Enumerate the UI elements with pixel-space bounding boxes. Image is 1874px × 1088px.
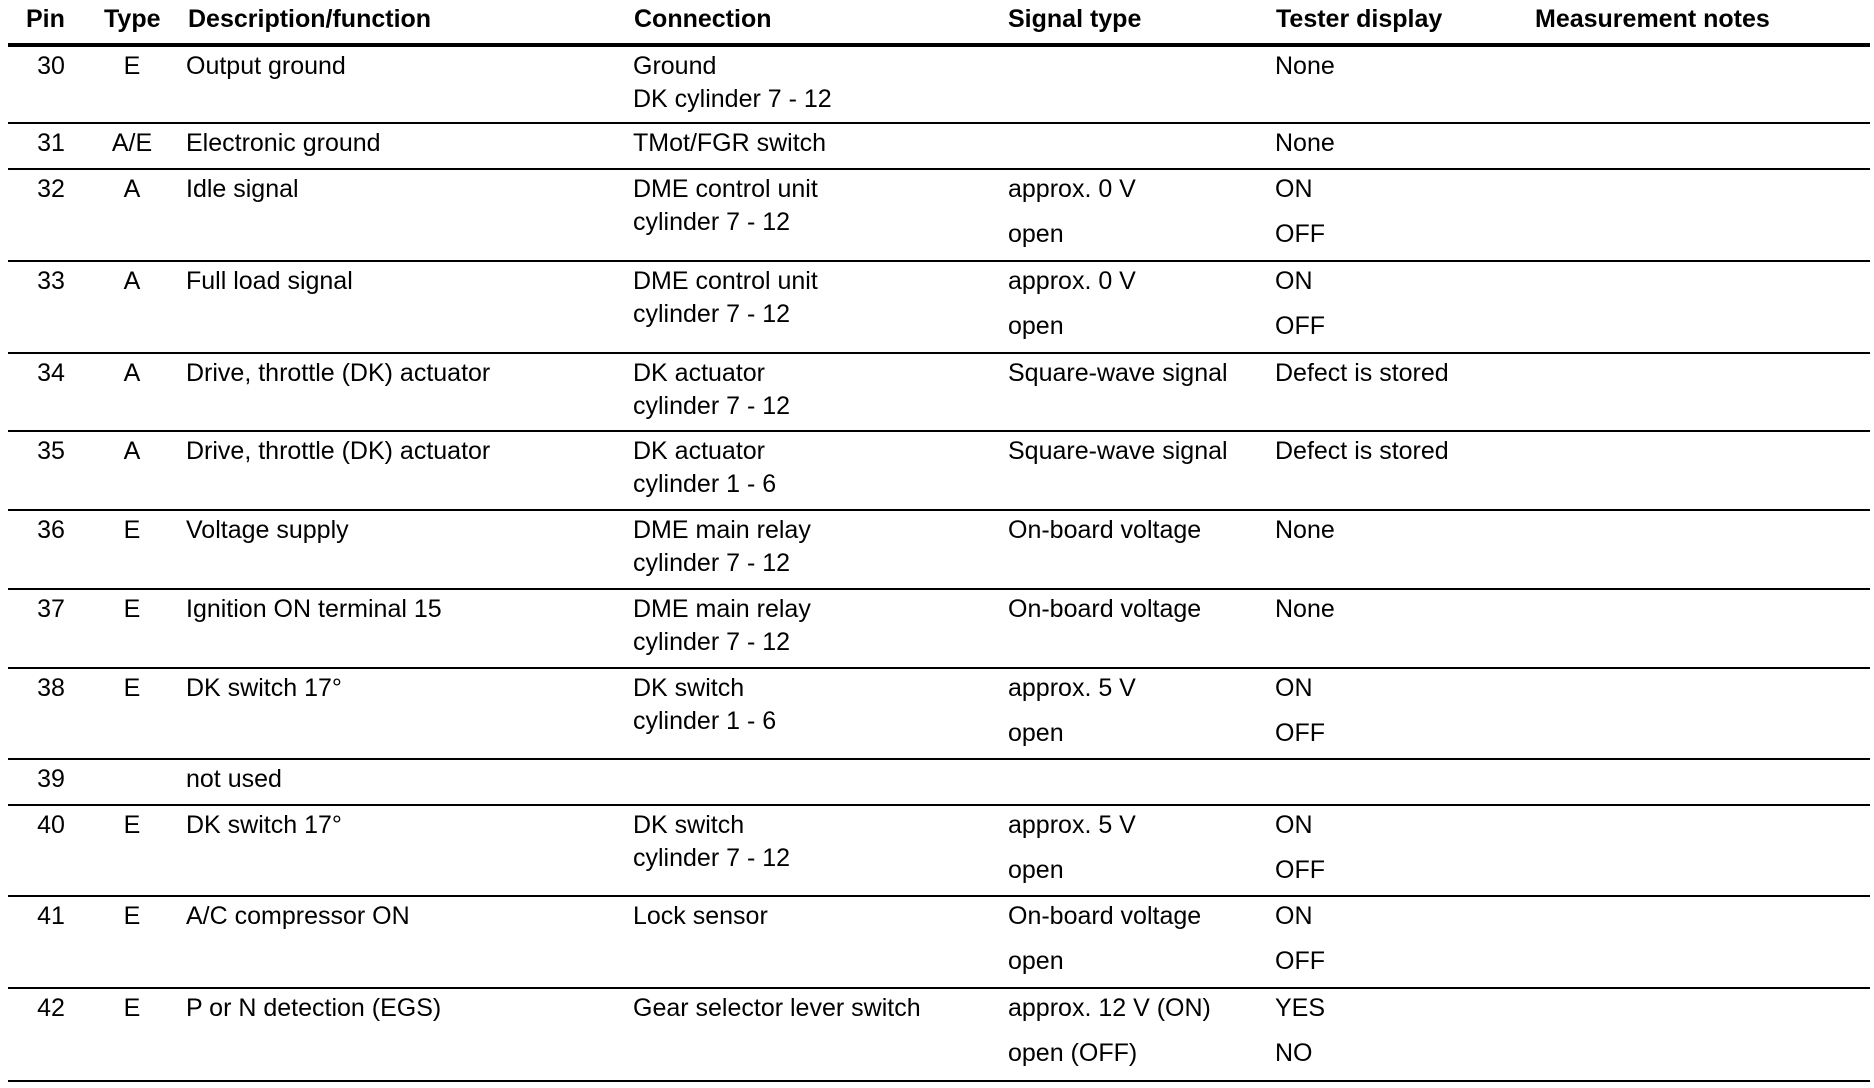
tester-display-cell (1275, 992, 1325, 1082)
tester-line: YES (1275, 994, 1326, 1022)
description-cell: Output ground (186, 52, 346, 80)
pin-cell: 41 (37, 902, 65, 930)
connection-line: TMot/FGR switch (633, 129, 827, 157)
row-divider (8, 1080, 1870, 1082)
signal-line: open (1008, 856, 1064, 884)
header-measurement-notes: Measurement notes (1535, 5, 1770, 33)
signal-type-cell (1008, 593, 1201, 638)
signal-type-cell (1008, 900, 1201, 990)
connection-line: DME control unit (633, 267, 818, 295)
tester-display-cell (1275, 672, 1325, 762)
tester-display-cell (1275, 127, 1335, 172)
signal-line: open (OFF) (1008, 1039, 1138, 1067)
description-cell: Idle signal (186, 175, 299, 203)
row-divider (8, 987, 1870, 989)
pin-cell: 31 (37, 129, 65, 157)
type-cell: E (123, 811, 141, 839)
connection-cell (633, 593, 811, 659)
signal-line: open (1008, 312, 1064, 340)
type-cell: E (123, 52, 141, 80)
description-cell: Full load signal (186, 267, 353, 295)
signal-type-cell (1008, 514, 1201, 559)
row-divider (8, 667, 1870, 669)
connection-line: cylinder 7 - 12 (633, 628, 791, 656)
pin-cell: 33 (37, 267, 65, 295)
tester-line: OFF (1275, 719, 1325, 747)
description-cell: Drive, throttle (DK) actuator (186, 359, 491, 387)
tester-display-cell (1275, 809, 1325, 899)
tester-display-cell (1275, 357, 1449, 402)
signal-type-cell (1008, 435, 1228, 480)
connection-cell (633, 809, 790, 875)
connection-line: cylinder 7 - 12 (633, 549, 791, 577)
connection-line: Ground (633, 52, 717, 80)
table-header (0, 0, 1874, 44)
signal-line: approx. 0 V (1008, 175, 1136, 203)
row-divider (8, 895, 1870, 897)
tester-display-cell (1275, 514, 1335, 559)
type-cell: E (123, 674, 141, 702)
header-description: Description/function (188, 5, 432, 33)
description-cell: Drive, throttle (DK) actuator (186, 437, 491, 465)
connection-line: DME control unit (633, 175, 818, 203)
connection-line: cylinder 1 - 6 (633, 707, 777, 735)
connection-line: Lock sensor (633, 902, 768, 930)
row-divider (8, 430, 1870, 432)
tester-line: ON (1275, 674, 1313, 702)
signal-type-cell (1008, 672, 1136, 762)
connection-cell (633, 357, 790, 423)
type-cell: E (123, 994, 141, 1022)
signal-line: open (1008, 719, 1064, 747)
type-cell: E (123, 516, 141, 544)
connection-line: DK actuator (633, 359, 766, 387)
tester-display-cell (1275, 435, 1449, 480)
tester-line: None (1275, 52, 1335, 80)
tester-line: ON (1275, 811, 1313, 839)
tester-display-cell (1275, 900, 1325, 990)
connection-cell (633, 50, 832, 116)
tester-line: NO (1275, 1039, 1313, 1067)
tester-display-cell (1275, 265, 1325, 355)
signal-line: Square-wave signal (1008, 437, 1228, 465)
signal-type-cell (1008, 809, 1136, 899)
pin-cell: 32 (37, 175, 65, 203)
row-divider (8, 509, 1870, 511)
description-cell: Electronic ground (186, 129, 381, 157)
pin-cell: 37 (37, 595, 65, 623)
row-divider (8, 260, 1870, 262)
row-divider (8, 122, 1870, 124)
description-cell: Voltage supply (186, 516, 349, 544)
connection-line: cylinder 7 - 12 (633, 208, 791, 236)
description-cell: DK switch 17° (186, 674, 342, 702)
tester-line: None (1275, 595, 1335, 623)
row-divider (8, 352, 1870, 354)
signal-line: On-board voltage (1008, 516, 1202, 544)
tester-line: ON (1275, 175, 1313, 203)
connection-line: DME main relay (633, 516, 811, 544)
description-cell: A/C compressor ON (186, 902, 410, 930)
description-cell: not used (186, 765, 282, 793)
signal-line: approx. 5 V (1008, 674, 1136, 702)
header-tester-display: Tester display (1276, 5, 1443, 33)
tester-line: OFF (1275, 312, 1325, 340)
type-cell: A (123, 359, 141, 387)
signal-line: On-board voltage (1008, 902, 1202, 930)
connection-line: DK switch (633, 811, 745, 839)
tester-line: OFF (1275, 947, 1325, 975)
connection-cell (633, 900, 768, 933)
connection-cell (633, 265, 818, 331)
tester-line: None (1275, 516, 1335, 544)
connection-cell (633, 173, 818, 239)
signal-line: open (1008, 220, 1064, 248)
type-cell: A (123, 437, 141, 465)
pin-cell: 36 (37, 516, 65, 544)
type-cell: A (123, 175, 141, 203)
tester-line: Defect is stored (1275, 437, 1449, 465)
tester-line: OFF (1275, 220, 1325, 248)
pin-cell: 30 (37, 52, 65, 80)
connection-line: cylinder 7 - 12 (633, 392, 791, 420)
pin-cell: 38 (37, 674, 65, 702)
header-type: Type (104, 5, 161, 33)
connection-line: Gear selector lever switch (633, 994, 921, 1022)
connection-line: cylinder 1 - 6 (633, 470, 777, 498)
row-divider (8, 168, 1870, 170)
type-cell: E (123, 595, 141, 623)
tester-line: OFF (1275, 856, 1325, 884)
connection-line: DK actuator (633, 437, 766, 465)
pin-cell: 39 (37, 765, 65, 793)
header-signal-type: Signal type (1008, 5, 1142, 33)
signal-type-cell (1008, 265, 1136, 355)
signal-line: approx. 5 V (1008, 811, 1136, 839)
tester-display-cell (1275, 50, 1335, 95)
type-cell: E (123, 902, 141, 930)
header-connection: Connection (634, 5, 772, 33)
signal-line: open (1008, 947, 1064, 975)
tester-line: Defect is stored (1275, 359, 1449, 387)
signal-line: approx. 0 V (1008, 267, 1136, 295)
connection-cell (633, 435, 776, 501)
row-divider (8, 588, 1870, 590)
tester-line: ON (1275, 267, 1313, 295)
connection-line: cylinder 7 - 12 (633, 844, 791, 872)
row-divider (8, 758, 1870, 760)
connection-line: DK cylinder 7 - 12 (633, 85, 832, 113)
signal-line: Square-wave signal (1008, 359, 1228, 387)
type-cell: A (123, 267, 141, 295)
pin-cell: 42 (37, 994, 65, 1022)
connection-cell (633, 992, 921, 1025)
connection-cell (633, 514, 811, 580)
connection-cell (633, 127, 826, 160)
tester-display-cell (1275, 593, 1335, 638)
description-cell: DK switch 17° (186, 811, 342, 839)
signal-type-cell (1008, 992, 1211, 1082)
tester-line: ON (1275, 902, 1313, 930)
signal-type-cell (1008, 357, 1228, 402)
pin-cell: 34 (37, 359, 65, 387)
connection-cell (633, 672, 776, 738)
row-divider (8, 804, 1870, 806)
header-rule (8, 43, 1870, 47)
signal-line: On-board voltage (1008, 595, 1202, 623)
description-cell: Ignition ON terminal 15 (186, 595, 442, 623)
tester-line: None (1275, 129, 1335, 157)
header-pin: Pin (26, 5, 65, 33)
connection-line: cylinder 7 - 12 (633, 300, 791, 328)
connection-line: DME main relay (633, 595, 811, 623)
description-cell: P or N detection (EGS) (186, 994, 442, 1022)
pin-cell: 40 (37, 811, 65, 839)
pin-cell: 35 (37, 437, 65, 465)
connection-line: DK switch (633, 674, 745, 702)
tester-display-cell (1275, 173, 1325, 263)
type-cell: A/E (111, 129, 153, 157)
signal-type-cell (1008, 173, 1136, 263)
signal-line: approx. 12 V (ON) (1008, 994, 1211, 1022)
